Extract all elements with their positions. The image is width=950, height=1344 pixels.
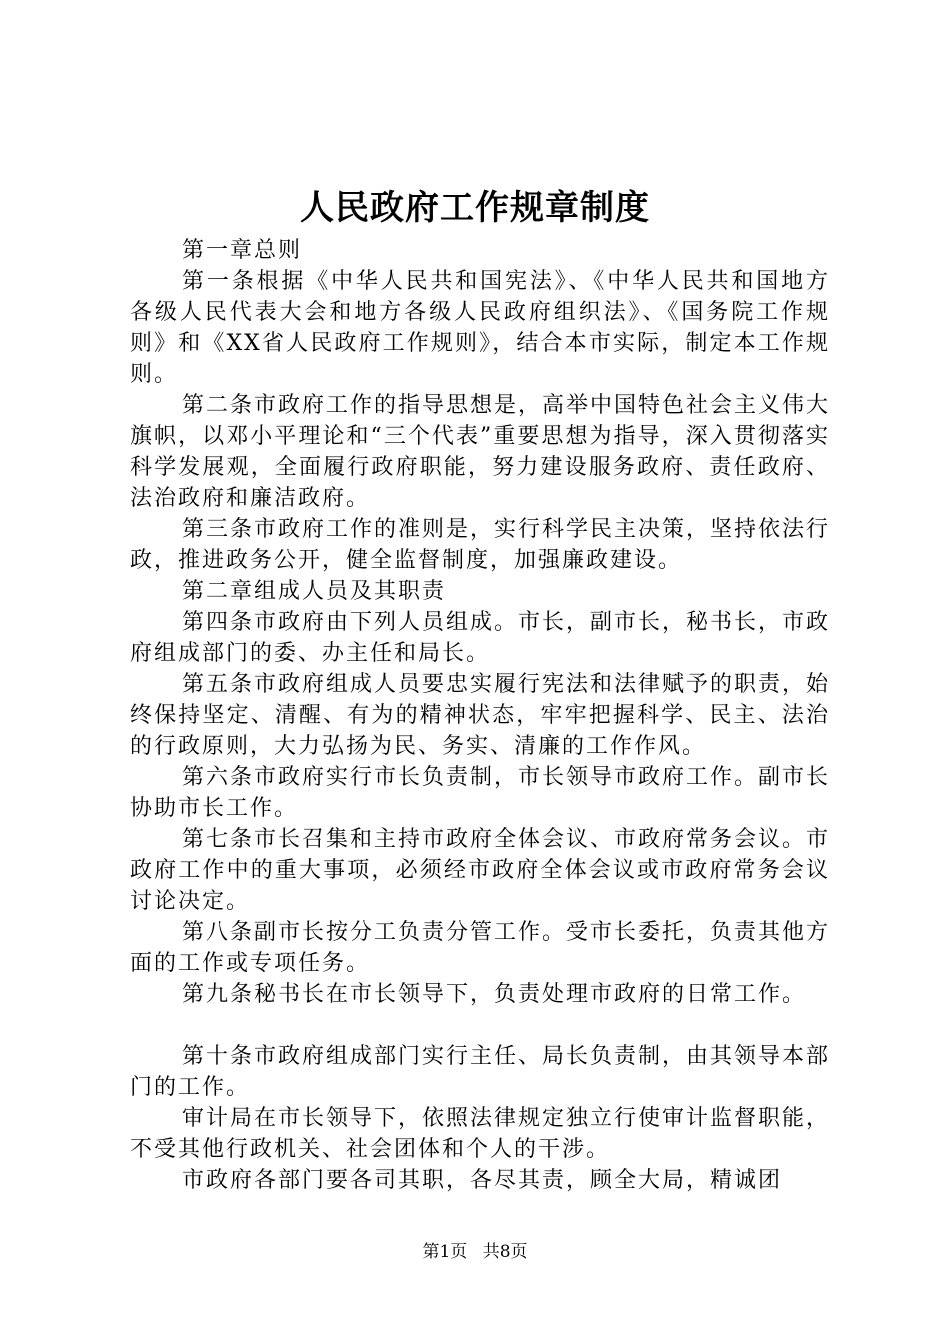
document-title: 人民政府工作规章制度 [300,188,650,228]
article-paragraph: 审计局在市长领导下，依照法律规定独立行使审计监督职能，不受其他行政机关、社会团体和个人的干涉。 [130,1106,831,1162]
document-body [130,235,830,1196]
article-paragraph: 第十条市政府组成部门实行主任、局长负责制，由其领导本部门的工作。 [130,1044,831,1100]
article-paragraph: 第五条市政府组成人员要忠实履行宪法和法律赋予的职责，始终保持坚定、清醒、有为的精神状态，牢牢把握科学、民主、法治的行政原则，大力弘扬为民、务实、清廉的工作作风。 [130,672,831,759]
chapter-heading: 第一章总则 [182,238,303,263]
page-footer [0,1237,950,1267]
article-paragraph: 第二条市政府工作的指导思想是，高举中国特色社会主义伟大旗帜，以邓小平理论和“三个代表”重要思想为指导，深入贯彻落实科学发展观，全面履行政府职能，努力建设服务政府、责任政府、法治政府和廉洁政府。 [130,393,831,511]
article-paragraph: 第四条市政府由下列人员组成。市长，副市长，秘书长，市政府组成部门的委、办主任和局长。 [130,610,831,666]
article-paragraph: 第六条市政府实行市长负责制，市长领导市政府工作。副市长协助市长工作。 [130,765,831,821]
article-paragraph: 第三条市政府工作的准则是，实行科学民主决策，坚持依法行政，推进政务公开，健全监督制度，加强廉政建设。 [130,517,831,573]
page-number: 第1页 [422,1242,468,1262]
article-paragraph: 第七条市长召集和主持市政府全体会议、市政府常务会议。市政府工作中的重大事项，必须经市政府全体会议或市政府常务会议讨论决定。 [130,827,831,914]
chapter-heading: 第二章组成人员及其职责 [182,579,447,604]
page-total: 共8页 [482,1242,528,1262]
article-paragraph: 第九条秘书长在市长领导下，负责处理市政府的日常工作。 [182,982,807,1007]
article-paragraph: 市政府各部门要各司其职，各尽其责，顾全大局，精诚团 [182,1168,783,1193]
article-paragraph: 第八条副市长按分工负责分管工作。受市长委托，负责其他方面的工作或专项任务。 [130,920,831,976]
article-paragraph: 第一条根据《中华人民共和国宪法》、《中华人民共和国地方各级人民代表大会和地方各级人民政府组织法》、《国务院工作规则》和《XX省人民政府工作规则》，结合本市实际，制定本工作规则。 [130,269,830,387]
